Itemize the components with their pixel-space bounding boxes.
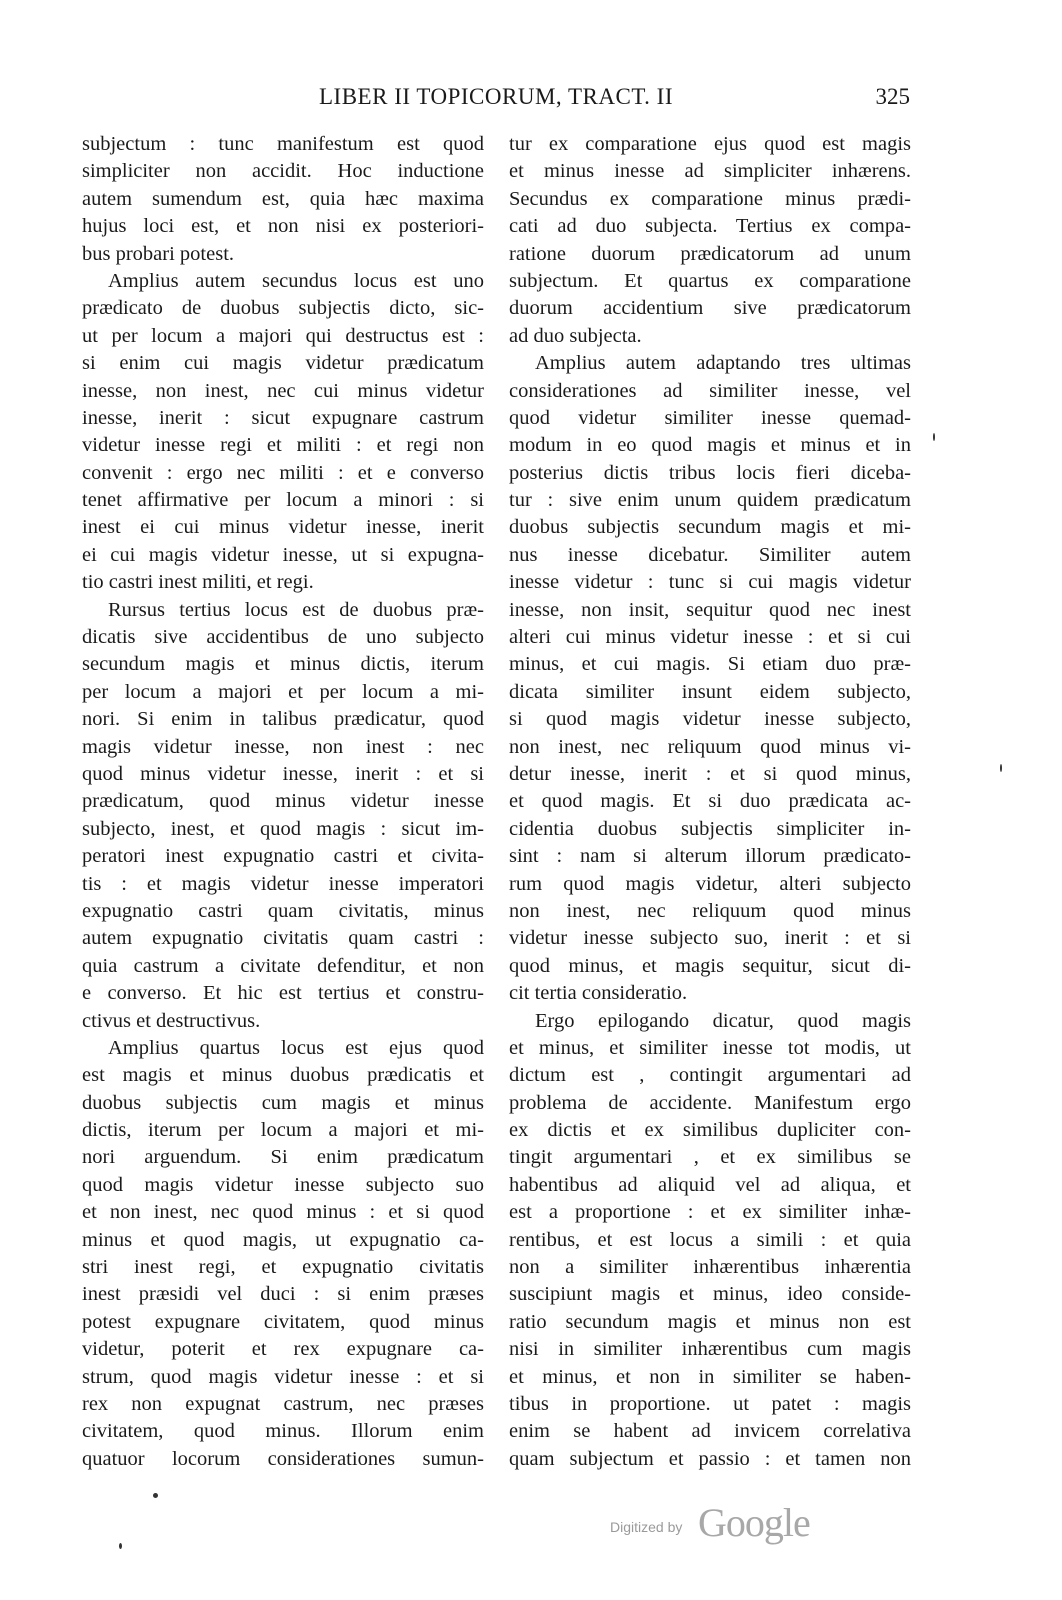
text-line: est a proportione : et ex similiter inhæ-: [509, 1201, 911, 1224]
text-line: enim se habent ad invicem correlativa: [509, 1420, 911, 1443]
left-text-column: [82, 131, 484, 1473]
text-line: quod minus videtur inesse, inerit : et si: [82, 762, 484, 785]
text-line: problema de accidente. Manifestum ergo: [509, 1091, 911, 1114]
text-line: civitatem, quod minus. Illorum enim: [82, 1420, 484, 1443]
text-line: potest expugnare civitatem, quod minus: [82, 1310, 484, 1333]
text-line: dictum est , contingit argumentari ad: [509, 1064, 911, 1087]
ink-speck: [153, 1493, 158, 1498]
text-line: Amplius autem secundus locus est uno: [108, 269, 484, 292]
text-line: ctivus et destructivus.: [82, 1009, 261, 1032]
text-line: dicata similiter insunt eidem subjecto,: [509, 680, 911, 703]
text-line: cati ad duo subjecta. Tertius ex compa-: [509, 215, 911, 238]
text-line: quam subjectum et passio : et tamen non: [509, 1447, 911, 1470]
text-line: quod minus, et magis sequitur, sicut di-: [509, 954, 911, 977]
text-line: modum in eo quod magis et minus et in: [509, 434, 911, 457]
right-text-column: [509, 131, 911, 1473]
ink-speck: [119, 1543, 122, 1549]
text-line: ex dictis et ex similibus dupliciter con-: [509, 1119, 911, 1142]
running-title: LIBER II TOPICORUM, TRACT. II: [319, 84, 673, 109]
text-line: detur inesse, inerit : et si quod minus,: [509, 762, 911, 785]
text-line: inesse videtur : tunc si cui magis videtur: [509, 571, 911, 594]
text-line: autem sumendum est, quia hæc maxima: [82, 187, 484, 210]
text-line: quia castrum a civitate defenditur, et non: [82, 954, 484, 977]
text-line: duobus subjectis secundum magis et mi-: [509, 516, 911, 539]
text-line: tio castri inest militi, et regi.: [82, 571, 314, 594]
text-line: e converso. Et hic est tertius et constru-: [82, 982, 484, 1005]
text-line: si quod magis videtur inesse subjecto,: [509, 708, 911, 731]
text-line: habentibus ad aliquid vel ad aliqua, et: [509, 1173, 911, 1196]
text-line: ratio secundum magis et minus non est: [509, 1310, 911, 1333]
text-line: inest præsidi vel duci : si enim præses: [82, 1283, 484, 1306]
text-line: videtur, poterit et rex expugnare ca-: [82, 1338, 484, 1361]
text-line: secundum magis et minus dictis, iterum: [82, 653, 484, 676]
text-line: subjectum : tunc manifestum est quod: [82, 133, 484, 155]
google-watermark: [610, 1499, 850, 1551]
text-line: rentibus, et est locus a simili : et quia: [509, 1228, 911, 1251]
text-line: inesse, inerit : sicut expugnare castrum: [82, 406, 484, 429]
text-line: et minus inesse ad simpliciter inhærens.: [509, 160, 911, 183]
text-line: tur ex comparatione ejus quod est magis: [509, 133, 911, 155]
text-line: cit tertia consideratio.: [509, 982, 688, 1005]
text-line: Rursus tertius locus est de duobus præ-: [108, 598, 484, 621]
text-line: non inest, nec reliquum quod minus vi-: [509, 735, 911, 758]
text-line: inest ei cui minus videtur inesse, inerit: [82, 516, 484, 539]
text-line: et minus, et similiter inesse tot modis, ut: [509, 1036, 911, 1059]
text-line: alteri cui minus videtur inesse : et si cui: [509, 626, 911, 649]
text-line: ei cui magis videtur inesse, ut si expugna-: [82, 543, 484, 566]
text-line: tur : sive enim unum quidem prædicatum: [509, 489, 911, 512]
text-line: videtur inesse regi et militi : et regi non: [82, 434, 484, 457]
page-header: [82, 84, 910, 116]
text-line: subjectum. Et quartus ex comparatione: [509, 269, 911, 292]
text-line: Ergo epilogando dicatur, quod magis: [535, 1009, 911, 1032]
text-line: inesse, non inest, nec cui minus videtur: [82, 379, 484, 402]
text-line: sint : nam si alterum illorum prædicato-: [509, 845, 911, 868]
text-line: quatuor locorum considerationes sumun-: [82, 1447, 484, 1470]
text-line: prædicato de duobus subjectis dicto, sic-: [82, 297, 484, 320]
text-line: stri inest regi, et expugnatio civitatis: [82, 1256, 484, 1279]
text-line: minus, et cui magis. Si etiam duo præ-: [509, 653, 911, 676]
text-line: cidentia duobus subjectis simpliciter in-: [509, 817, 911, 840]
text-line: suscipiunt magis et minus, ideo conside-: [509, 1283, 911, 1306]
text-line: dicatis sive accidentibus de uno subjecto: [82, 626, 484, 649]
text-line: quod videtur similiter inesse quemad-: [509, 406, 911, 429]
text-line: est magis et minus duobus prædicatis et: [82, 1064, 484, 1087]
text-line: prædicatum, quod minus videtur inesse: [82, 790, 484, 813]
text-line: nori. Si enim in talibus prædicatur, quod: [82, 708, 484, 731]
text-line: ratione duorum prædicatorum ad unum: [509, 242, 911, 265]
text-line: peratori inest expugnatio castri et civita-: [82, 845, 484, 868]
text-line: considerationes ad similiter inesse, vel: [509, 379, 911, 402]
text-line: minus et quod magis, ut expugnatio ca-: [82, 1228, 484, 1251]
text-line: tis : et magis videtur inesse imperatori: [82, 872, 484, 895]
text-line: rex non expugnat castrum, nec præses: [82, 1392, 484, 1415]
text-line: per locum a majori et per locum a mi-: [82, 680, 484, 703]
text-line: nus inesse dicebatur. Similiter autem: [509, 543, 911, 566]
text-line: dictis, iterum per locum a majori et mi-: [82, 1119, 484, 1142]
text-line: tenet affirmative per locum a minori : si: [82, 489, 484, 512]
text-line: hujus loci est, et non nisi ex posteriori-: [82, 215, 484, 238]
text-line: et quod magis. Et si duo prædicata ac-: [509, 790, 911, 813]
text-line: duobus subjectis cum magis et minus: [82, 1091, 484, 1114]
text-line: tingit argumentari , et ex similibus se: [509, 1146, 911, 1169]
text-line: nori arguendum. Si enim prædicatum: [82, 1146, 484, 1169]
text-line: magis videtur inesse, non inest : nec: [82, 735, 484, 758]
google-logo-text: Google: [698, 1500, 810, 1545]
text-line: convenit : ergo nec militi : et e converso: [82, 461, 484, 484]
text-line: ut per locum a majori qui destructus est :: [82, 324, 484, 347]
text-line: rum quod magis videtur, alteri subjecto: [509, 872, 911, 895]
text-line: et non inest, nec quod minus : et si quod: [82, 1201, 484, 1224]
page-number: 325: [875, 84, 910, 109]
ink-speck: [933, 433, 935, 441]
text-line: non a similiter inhærentibus inhærentia: [509, 1256, 911, 1279]
text-line: Amplius autem adaptando tres ultimas: [535, 352, 911, 375]
text-line: videtur inesse subjecto suo, inerit : et si: [509, 927, 911, 950]
text-line: tibus in proportione. ut patet : magis: [509, 1392, 911, 1415]
text-line: si enim cui magis videtur prædicatum: [82, 352, 484, 375]
text-line: subjecto, inest, et quod magis : sicut im-: [82, 817, 484, 840]
text-line: simpliciter non accidit. Hoc inductione: [82, 160, 484, 183]
digitized-by-label: Digitized by: [610, 1519, 683, 1535]
ink-speck: [1000, 764, 1002, 772]
text-line: Secundus ex comparatione minus prædi-: [509, 187, 911, 210]
text-line: strum, quod magis videtur inesse : et si: [82, 1365, 484, 1388]
text-line: duorum accidentium sive prædicatorum: [509, 297, 911, 320]
text-line: Amplius quartus locus est ejus quod: [108, 1036, 484, 1059]
text-line: et minus, et non in similiter se haben-: [509, 1365, 911, 1388]
text-line: ad duo subjecta.: [509, 324, 642, 347]
text-line: autem expugnatio civitatis quam castri :: [82, 927, 484, 950]
text-line: nisi in similiter inhærentibus cum magis: [509, 1338, 911, 1361]
text-line: inesse, non insit, sequitur quod nec inest: [509, 598, 911, 621]
text-line: non inest, nec reliquum quod minus: [509, 899, 911, 922]
text-line: posterius dictis tribus locis fieri diceba-: [509, 461, 911, 484]
text-line: quod magis videtur inesse subjecto suo: [82, 1173, 484, 1196]
text-line: expugnatio castri quam civitatis, minus: [82, 899, 484, 922]
text-line: bus probari potest.: [82, 242, 235, 265]
